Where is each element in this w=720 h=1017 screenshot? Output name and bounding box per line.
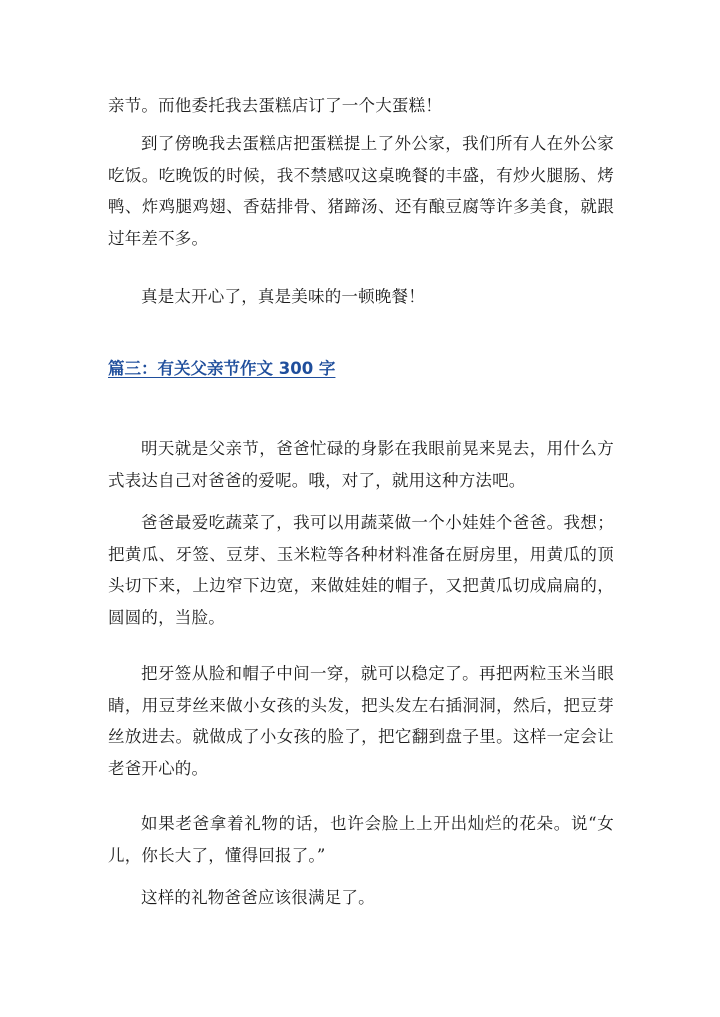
- paragraph-gift: 如果老爸拿着礼物的话，也许会脸上上开出灿烂的花朵。说“女儿，你长大了，懂得回报了。”: [108, 814, 614, 865]
- paragraph-happy: 真是太开心了，真是美味的一顿晚餐！: [141, 287, 425, 306]
- paragraph-continuation: 亲节。而他委托我去蛋糕店订了一个大蛋糕！: [108, 96, 442, 115]
- section-heading: 篇三：有关父亲节作文 300 字: [108, 359, 336, 378]
- paragraph-toothpick: 把牙签从脸和帽子中间一穿，就可以稳定了。再把两粒玉米当眼睛，用豆芽丝来做小女孩的头发，把头发左右插洞洞，然后，把豆芽丝放进去。就做成了小女孩的脸了，把它翻到盘子里。这样一定会让老爸开心的。: [108, 664, 614, 778]
- paragraph-fathers-day: 明天就是父亲节，爸爸忙碌的身影在我眼前晃来晃去，用什么方式表达自己对爸爸的爱呢。哦，对了，就用这种方法吧。: [108, 439, 614, 490]
- paragraph-dinner: 到了傍晚我去蛋糕店把蛋糕提上了外公家，我们所有人在外公家吃饭。吃晚饭的时候，我不禁感叹这桌晚餐的丰盛，有炒火腿肠、烤鸭、炸鸡腿鸡翅、香菇排骨、猪蹄汤、还有酿豆腐等许多美食，就跟过年差不多。: [108, 134, 614, 248]
- paragraph-vegetables: 爸爸最爱吃蔬菜了，我可以用蔬菜做一个小娃娃个爸爸。我想；把黄瓜、牙签、豆芽、玉米粒等各种材料准备在厨房里，用黄瓜的顶头切下来，上边窄下边宽，来做娃娃的帽子，又把黄瓜切成扁扁的，圆圆的，当脸。: [108, 513, 614, 627]
- paragraph-satisfied: 这样的礼物爸爸应该很满足了。: [141, 888, 375, 907]
